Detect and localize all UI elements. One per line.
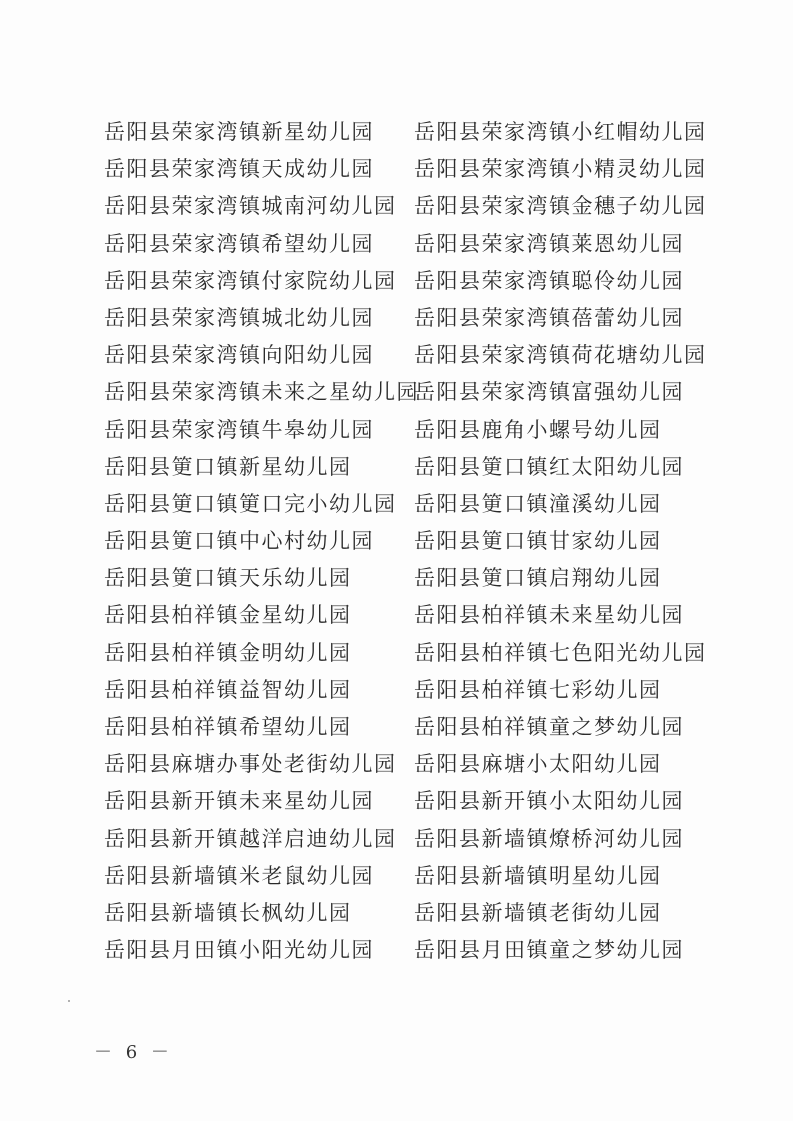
list-item: 岳阳县柏祥镇希望幼儿园 xyxy=(104,715,352,739)
list-item: 岳阳县柏祥镇金星幼儿园 xyxy=(104,603,352,628)
list-item: 岳阳县荣家湾镇金穗子幼儿园 xyxy=(414,194,707,219)
page-number: － 6 － xyxy=(94,1042,173,1063)
list-item: 岳阳县新墙镇老街幼儿园 xyxy=(414,900,662,925)
list-item: 岳阳县柏祥镇七色阳光幼儿园 xyxy=(414,640,707,665)
list-item: 岳阳县荣家湾镇莱恩幼儿园 xyxy=(414,231,684,256)
list-item: 岳阳县月田镇童之梦幼儿园 xyxy=(414,938,684,963)
list-item: 岳阳县筻口镇潼溪幼儿园 xyxy=(414,491,662,516)
list-item: 岳阳县荣家湾镇富强幼儿园 xyxy=(414,380,684,405)
list-item: 岳阳县荣家湾镇聪伶幼儿园 xyxy=(414,268,684,293)
list-item: 岳阳县筻口镇新星幼儿园 xyxy=(104,454,352,479)
list-item: 岳阳县新开镇小太阳幼儿园 xyxy=(414,789,684,814)
list-item: 岳阳县荣家湾镇未来之星幼儿园 xyxy=(104,380,419,405)
list-item: 岳阳县月田镇小阳光幼儿园 xyxy=(104,938,374,963)
list-item: 岳阳县柏祥镇未来星幼儿园 xyxy=(414,603,684,628)
list-item: 岳阳县麻塘小太阳幼儿园 xyxy=(414,752,662,777)
list-item: 岳阳县荣家湾镇新星幼儿园 xyxy=(104,120,374,144)
list-item: 岳阳县筻口镇筻口完小幼儿园 xyxy=(104,491,397,516)
list-item: 岳阳县荣家湾镇牛皋幼儿园 xyxy=(104,417,374,442)
list-item: 岳阳县筻口镇天乐幼儿园 xyxy=(104,566,352,591)
left-column-list xyxy=(104,114,419,969)
list-item: 岳阳县麻塘办事处老街幼儿园 xyxy=(104,752,397,777)
list-item: 岳阳县荣家湾镇蓓蕾幼儿园 xyxy=(414,305,684,330)
list-item: 岳阳县荣家湾镇向阳幼儿园 xyxy=(104,343,374,368)
list-item: 岳阳县柏祥镇金明幼儿园 xyxy=(104,640,352,665)
list-item: 岳阳县荣家湾镇小精灵幼儿园 xyxy=(414,157,707,182)
list-item: 岳阳县荣家湾镇城北幼儿园 xyxy=(104,305,374,330)
list-item: 岳阳县荣家湾镇希望幼儿园 xyxy=(104,231,374,256)
list-item: 岳阳县柏祥镇童之梦幼儿园 xyxy=(414,715,684,739)
list-item: 岳阳县新开镇越洋启迪幼儿园 xyxy=(104,826,397,851)
list-item: 岳阳县筻口镇甘家幼儿园 xyxy=(414,529,662,554)
list-item: 岳阳县筻口镇红太阳幼儿园 xyxy=(414,454,684,479)
list-item: 岳阳县荣家湾镇天成幼儿园 xyxy=(104,157,374,182)
list-item: 岳阳县新墙镇明星幼儿园 xyxy=(414,863,662,888)
list-item: 岳阳县柏祥镇七彩幼儿园 xyxy=(414,677,662,702)
list-item: 岳阳县新开镇未来星幼儿园 xyxy=(104,789,374,814)
list-item: 岳阳县荣家湾镇付家院幼儿园 xyxy=(104,268,397,293)
list-item: 岳阳县筻口镇启翔幼儿园 xyxy=(414,566,662,591)
list-item: 岳阳县新墙镇燎桥河幼儿园 xyxy=(414,826,684,851)
list-item: 岳阳县鹿角小螺号幼儿园 xyxy=(414,417,662,442)
list-item: 岳阳县柏祥镇益智幼儿园 xyxy=(104,677,352,702)
list-item: 岳阳县新墙镇长枫幼儿园 xyxy=(104,900,352,925)
scan-speck xyxy=(68,1000,70,1002)
list-item: 岳阳县荣家湾镇荷花塘幼儿园 xyxy=(414,343,707,368)
list-item: 岳阳县筻口镇中心村幼儿园 xyxy=(104,529,374,554)
list-item: 岳阳县荣家湾镇小红帽幼儿园 xyxy=(414,120,707,144)
list-item: 岳阳县新墙镇米老鼠幼儿园 xyxy=(104,863,374,888)
list-item: 岳阳县荣家湾镇城南河幼儿园 xyxy=(104,194,397,219)
right-column-list xyxy=(414,114,714,969)
